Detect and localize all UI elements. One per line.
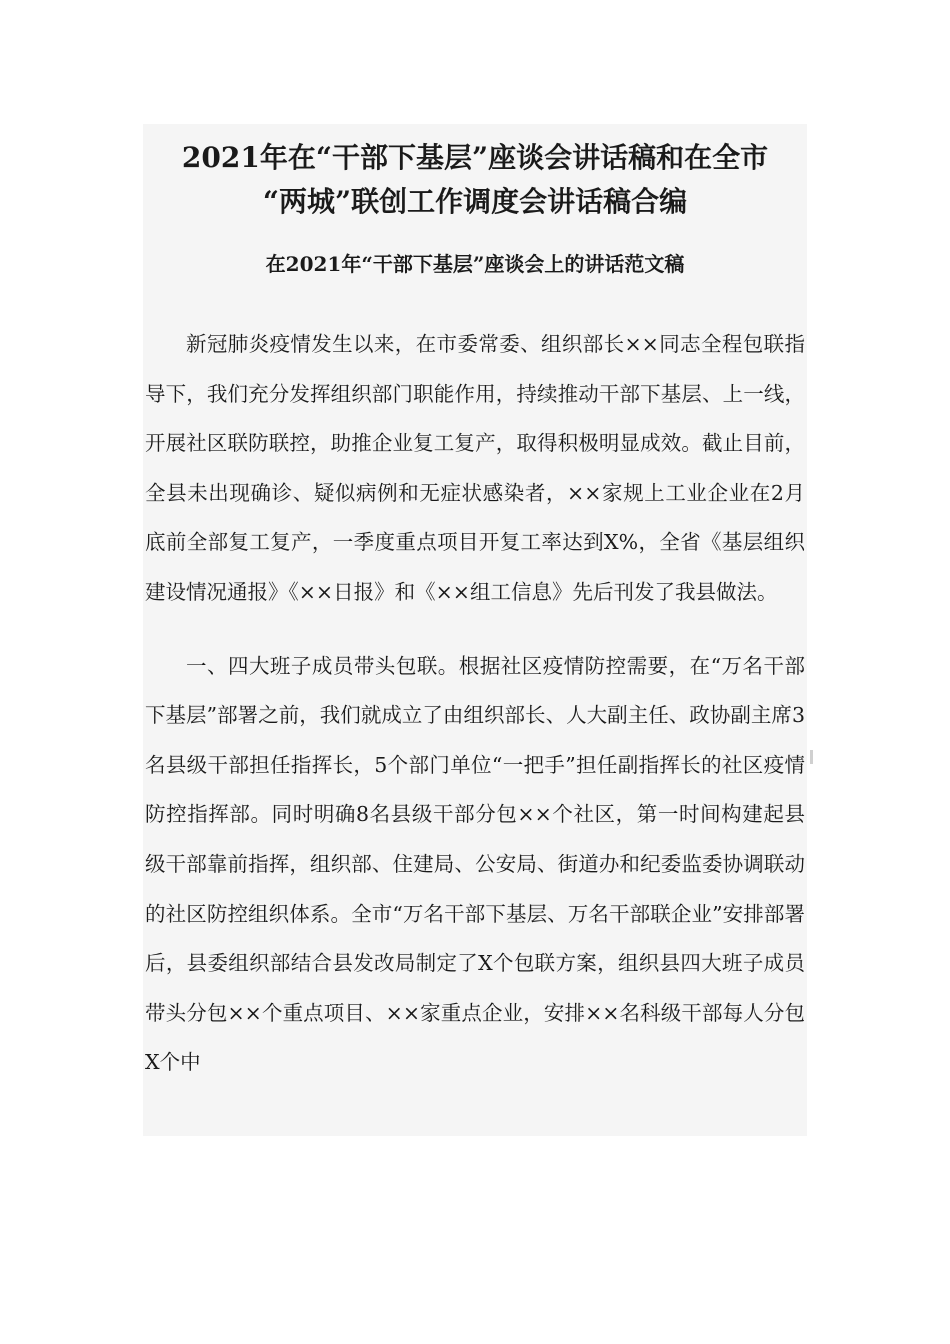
document-title [145,136,805,224]
document-page [143,124,807,1136]
body-paragraph-2: 一、四大班子成员带头包联。根据社区疫情防控需要，在“万名干部下基层”部署之前，我们就成立了由组织部长、人大副主任、政协副主席3名县级干部担任指挥长，5个部门单位“一把手”担任副指挥长的社区疫情防控指挥部。同时明确8名县级干部分包××个社区，第一时间构建起县级干部靠前指挥，组织部、住建局、公安局、街道办和纪委监委协调联动的社区防控组织体系。全市“万名干部下基层、万名干部联企业”安排部署后，县委组织部结合县发改局制定了X个包联方案，组织县四大班子成员带头分包××个重点项目、××家重点企业，安排××名科级干部每人分包X个中 [145,653,805,1075]
title-line-1: 2021年在“干部下基层”座谈会讲话稿和在全市 [181,141,769,174]
document-subtitle: 在2021年“干部下基层”座谈会上的讲话范文稿 [265,252,685,276]
body-paragraph-1: 新冠肺炎疫情发生以来，在市委常委、组织部长××同志全程包联指导下，我们充分发挥组织部门职能作用，持续推动干部下基层、上一线，开展社区联防联控，助推企业复工复产，取得积极明显成效。截止目前，全县未出现确诊、疑似病例和无症状感染者，××家规上工业企业在2月底前全部复工复产，一季度重点项目开复工率达到X%，全省《基层组织建设情况通报》《××日报》和《××组工信息》先后刊发了我县做法。 [145,332,805,604]
title-line-2: “两城”联创工作调度会讲话稿合编 [262,185,688,218]
page-edge-mark [810,750,813,764]
